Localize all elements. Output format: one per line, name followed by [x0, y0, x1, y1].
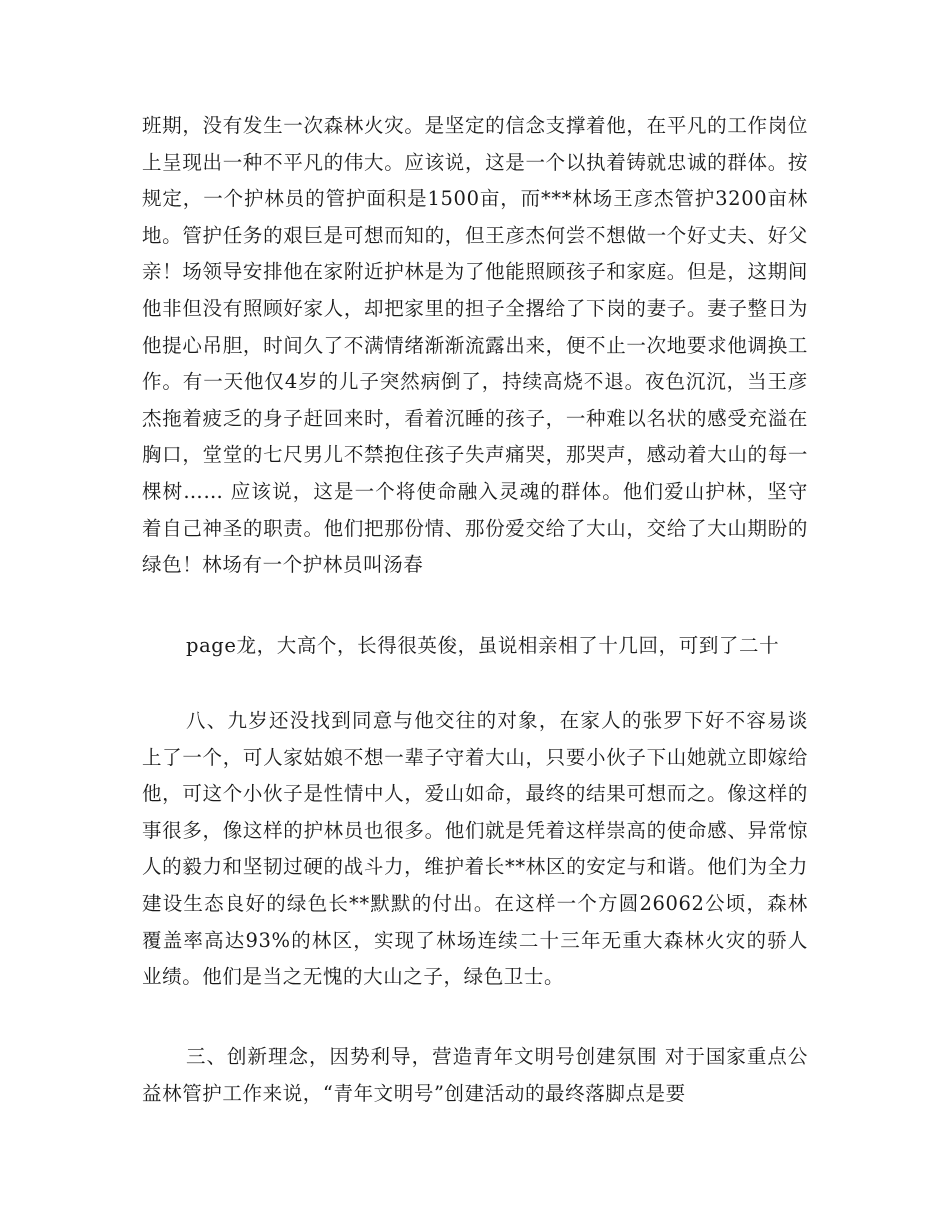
body-paragraph-1: 班期，没有发生一次森林火灾。是坚定的信念支撑着他，在平凡的工作岗位上呈现出一种不平凡的伟大。应该说，这是一个以执着铸就忠诚的群体。按规定，一个护林员的管护面积是1500亩，而***林场王彦杰管护3200亩林地。管护任务的艰巨是可想而知的，但王彦杰何尝不想做一个好丈夫、好父亲！场领导安排他在家附近护林是为了他能照顾孩子和家庭。但是，这期间他非但没有照顾好家人，却把家里的担子全撂给了下岗的妻子。妻子整日为他提心吊胆，时间久了不满情绪渐渐流露出来，便不止一次地要求他调换工作。有一天他仅4岁的儿子突然病倒了，持续高烧不退。夜色沉沉，当王彦杰拖着疲乏的身子赶回来时，看着沉睡的孩子，一种难以名状的感受充溢在胸口，堂堂的七尺男儿不禁抱住孩子失声痛哭，那哭声，感动着大山的每一棵树…… 应该说，这是一个将使命融入灵魂的群体。他们爱山护林，坚守着自己神圣的职责。他们把那份情、那份爱交给了大山，交给了大山期盼的绿色！林场有一个护林员叫汤春 [142, 114, 808, 577]
body-paragraph-4: 三、创新理念，因势利导，营造青年文明号创建氛围 对于国家重点公益林管护工作来说，“青年文明号”创建活动的最终落脚点是要 [142, 1045, 808, 1105]
body-paragraph-3: 八、九岁还没找到同意与他交往的对象，在家人的张罗下好不容易谈上了一个，可人家姑娘不想一辈子守着大山，只要小伙子下山她就立即嫁给他，可这个小伙子是性情中人，爱山如命，最终的结果可想而之。像这样的事很多，像这样的护林员也很多。他们就是凭着这样崇高的使命感、异常惊人的毅力和坚韧过硬的战斗力，维护着长**林区的安定与和谐。他们为全力建设生态良好的绿色长**默默的付出。在这样一个方圆26062公顷，森林覆盖率高达93%的林区，实现了林场连续二十三年无重大森林火灾的骄人业绩。他们是当之无愧的大山之子，绿色卫士。 [142, 709, 808, 989]
body-paragraph-2: page龙，大高个，长得很英俊，虽说相亲相了十几回，可到了二十 [186, 634, 780, 657]
